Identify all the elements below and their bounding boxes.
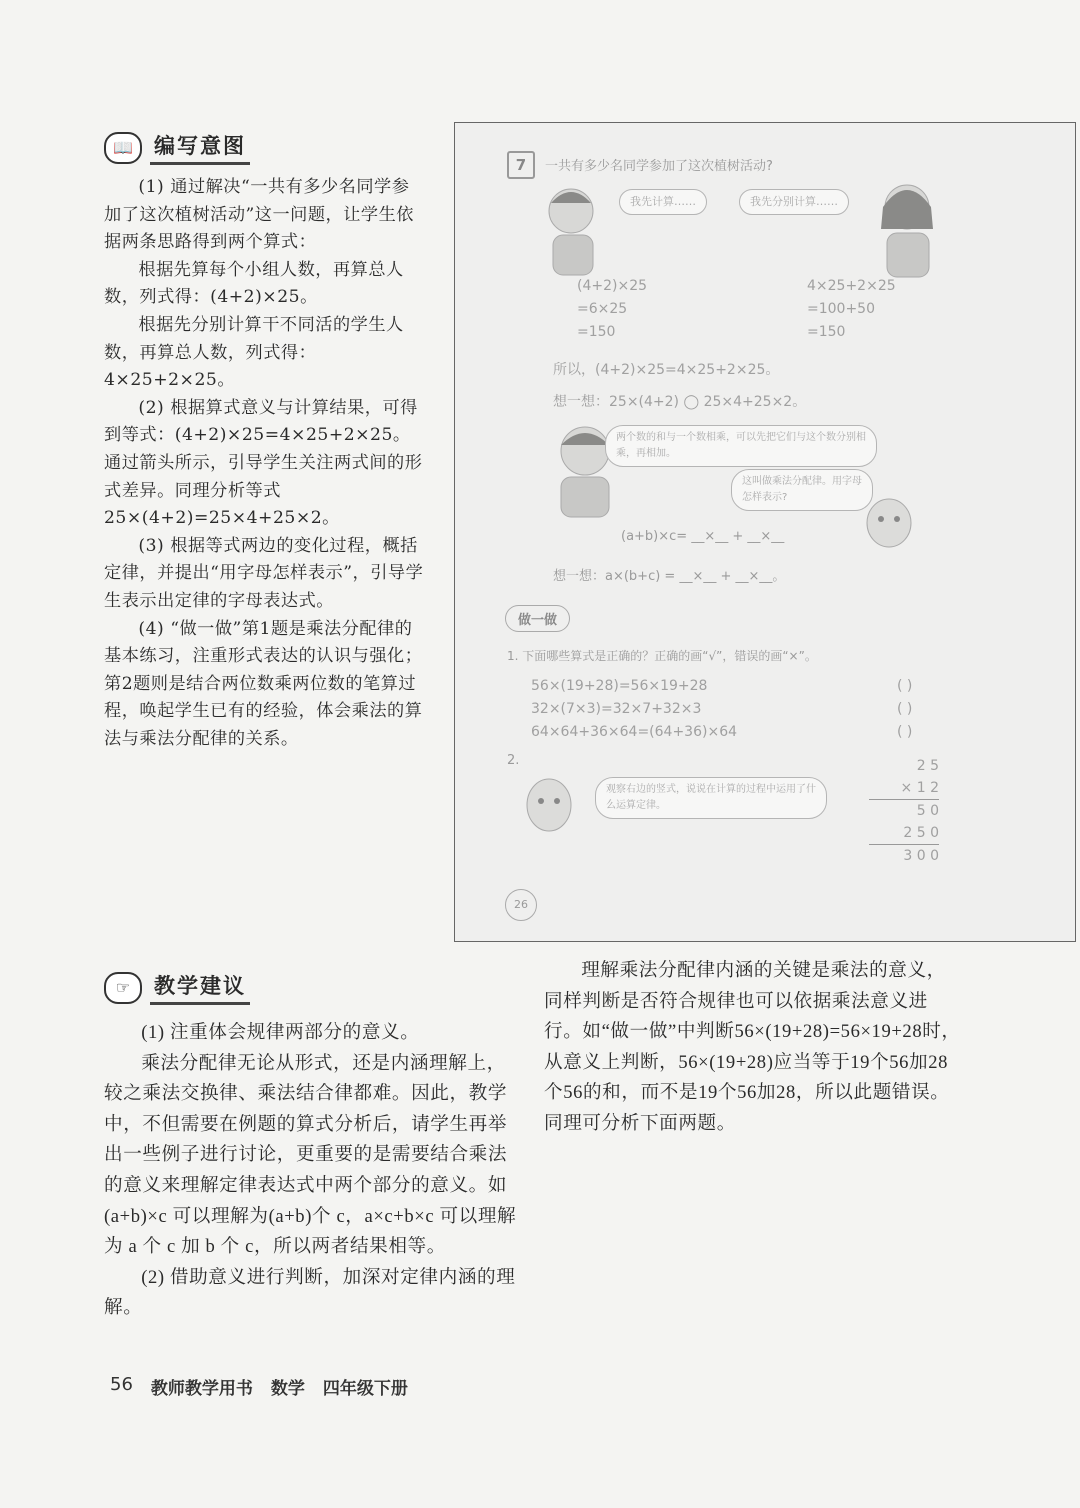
section-title-text: 教学建议 — [150, 970, 250, 1005]
grade: 四年级下册 — [322, 1379, 408, 1399]
exercise-1-prompt: 1. 下面哪些算式是正确的？正确的画“√”，错误的画“×”。 — [507, 649, 817, 663]
exercise-2-number: 2. — [507, 753, 520, 768]
mascot-illustration — [859, 485, 919, 555]
girl-speech-bubble: 这叫做乘法分配律。用字母怎样表示? — [731, 469, 873, 511]
vertical-multiplication: 2 5 × 1 2 5 0 2 5 0 3 0 0 — [869, 755, 939, 867]
mascot-2-illustration — [519, 763, 579, 843]
think-equation-1: 想一想：25×(4+2) ◯ 25×4+25×2。 — [553, 394, 807, 410]
boy-speech-bubble: 两个数的和与一个数相乘，可以先把它们与这个数分别相乘，再相加。 — [605, 425, 877, 467]
intent-paragraph: (3) 根据等式两边的变化过程，概括定律，并提出“用字母怎样表示”，引导学生表示出定律的字母表达式。 — [104, 535, 424, 611]
calc-right: 4×25+2×25 =100+50 =150 — [807, 278, 896, 340]
intent-paragraph: (1) 通过解决“一共有多少名同学参加了这次植树活动”这一问题，让学生依据两条思路得到两个算式： — [104, 177, 414, 253]
suggestion-paragraph: 乘法分配律无论从形式，还是内涵理解上，较之乘法交换律、乘法结合律都难。因此，教学中，不但需要在例题的算式分析后，请学生再举出一些例子进行讨论，更重要的是需要结合乘法的意义来理解定律表达式中两个部分的意义。如(a+b)×c 可以理解为(a+b)个 c，a×c+b×c 可以理解为 a 个 c 加 b 个 c，所以两者结果相等。 — [104, 1052, 517, 1258]
intent-body — [104, 174, 426, 753]
calc-left: (4+2)×25 =6×25 =150 — [577, 278, 648, 340]
boy-illustration — [539, 181, 619, 281]
intent-paragraph: 根据先算每个小组人数，再算总人数，列式得：(4+2)×25。 — [104, 259, 404, 308]
so-equation: 所以，(4+2)×25=4×25+2×25。 — [553, 362, 780, 378]
exercise-2-bubble: 观察右边的竖式，说说在计算的过程中运用了什么运算定律。 — [595, 777, 827, 819]
intent-paragraph: (2) 根据算式意义与计算结果，可得到等式：(4+2)×25=4×25+2×25。通过箭头所示，引导学生关注两式间的形式差异。同理分析等式25×(4+2)=25×4+25×2。 — [104, 397, 423, 529]
distributive-formula: (a+b)×c= __×__ + __×__ — [621, 529, 785, 544]
exercise-1-answer-slots: ( ) ( ) ( ) — [897, 678, 913, 740]
section-title-intent — [104, 130, 250, 165]
example-number: 7 — [507, 151, 535, 179]
suggestion-right-column — [544, 956, 964, 1140]
speech-bubble-left: 我先计算…… — [619, 189, 707, 215]
suggestion-paragraph: (1) 注重体会规律两部分的意义。 — [141, 1022, 420, 1043]
list-item: 64×64+36×64=(64+36)×64 — [531, 724, 738, 740]
page-number: 56 — [110, 1374, 133, 1395]
example-question: 一共有多少名同学参加了这次植树活动? — [545, 159, 773, 174]
suggestion-left-column — [104, 1018, 524, 1324]
textbook-page-number: 26 — [505, 889, 537, 921]
exercise-1-items — [531, 675, 737, 744]
suggestion-paragraph: 理解乘法分配律内涵的关键是乘法的意义，同样判断是否符合规律也可以依据乘法意义进行。如“做一做”中判断56×(19+28)=56×19+28时，从意义上判断，56×(19+28)应当等于19个56加28个56的和，而不是19个56加28，所以此题错误。同理可分析下面两题。 — [544, 960, 961, 1134]
speech-bubble-right: 我先分别计算…… — [739, 189, 849, 215]
subject: 数学 — [270, 1379, 305, 1399]
list-item: 56×(19+28)=56×19+28 — [531, 678, 708, 694]
list-item: 32×(7×3)=32×7+32×3 — [531, 701, 702, 717]
do-it-title: 做一做 — [505, 605, 570, 632]
girl-illustration — [863, 177, 953, 281]
book-icon: 📖 — [104, 132, 142, 164]
intent-paragraph: (4) “做一做”第1题是乘法分配律的基本练习，注重形式表达的认识与强化；第2题则是结合两位数乘两位数的笔算过程，唤起学生已有的经验，体会乘法的算法与乘法分配律的关系。 — [104, 618, 423, 749]
section-title-suggestion — [104, 970, 250, 1005]
think-equation-2: 想一想：a×(b+c) = __×__ + __×__。 — [553, 569, 786, 584]
book-title: 教师教学用书 — [150, 1379, 253, 1399]
textbook-page-figure — [454, 122, 1076, 942]
suggestion-paragraph: (2) 借助意义进行判断，加深对定律内涵的理解。 — [104, 1266, 516, 1319]
section-title-text: 编写意图 — [150, 130, 250, 165]
intent-paragraph: 根据先分别计算干不同活的学生人数，再算总人数，列式得：4×25+2×25。 — [104, 314, 404, 391]
teacher-icon: ☞ — [104, 972, 142, 1004]
page-footer — [110, 1374, 408, 1399]
